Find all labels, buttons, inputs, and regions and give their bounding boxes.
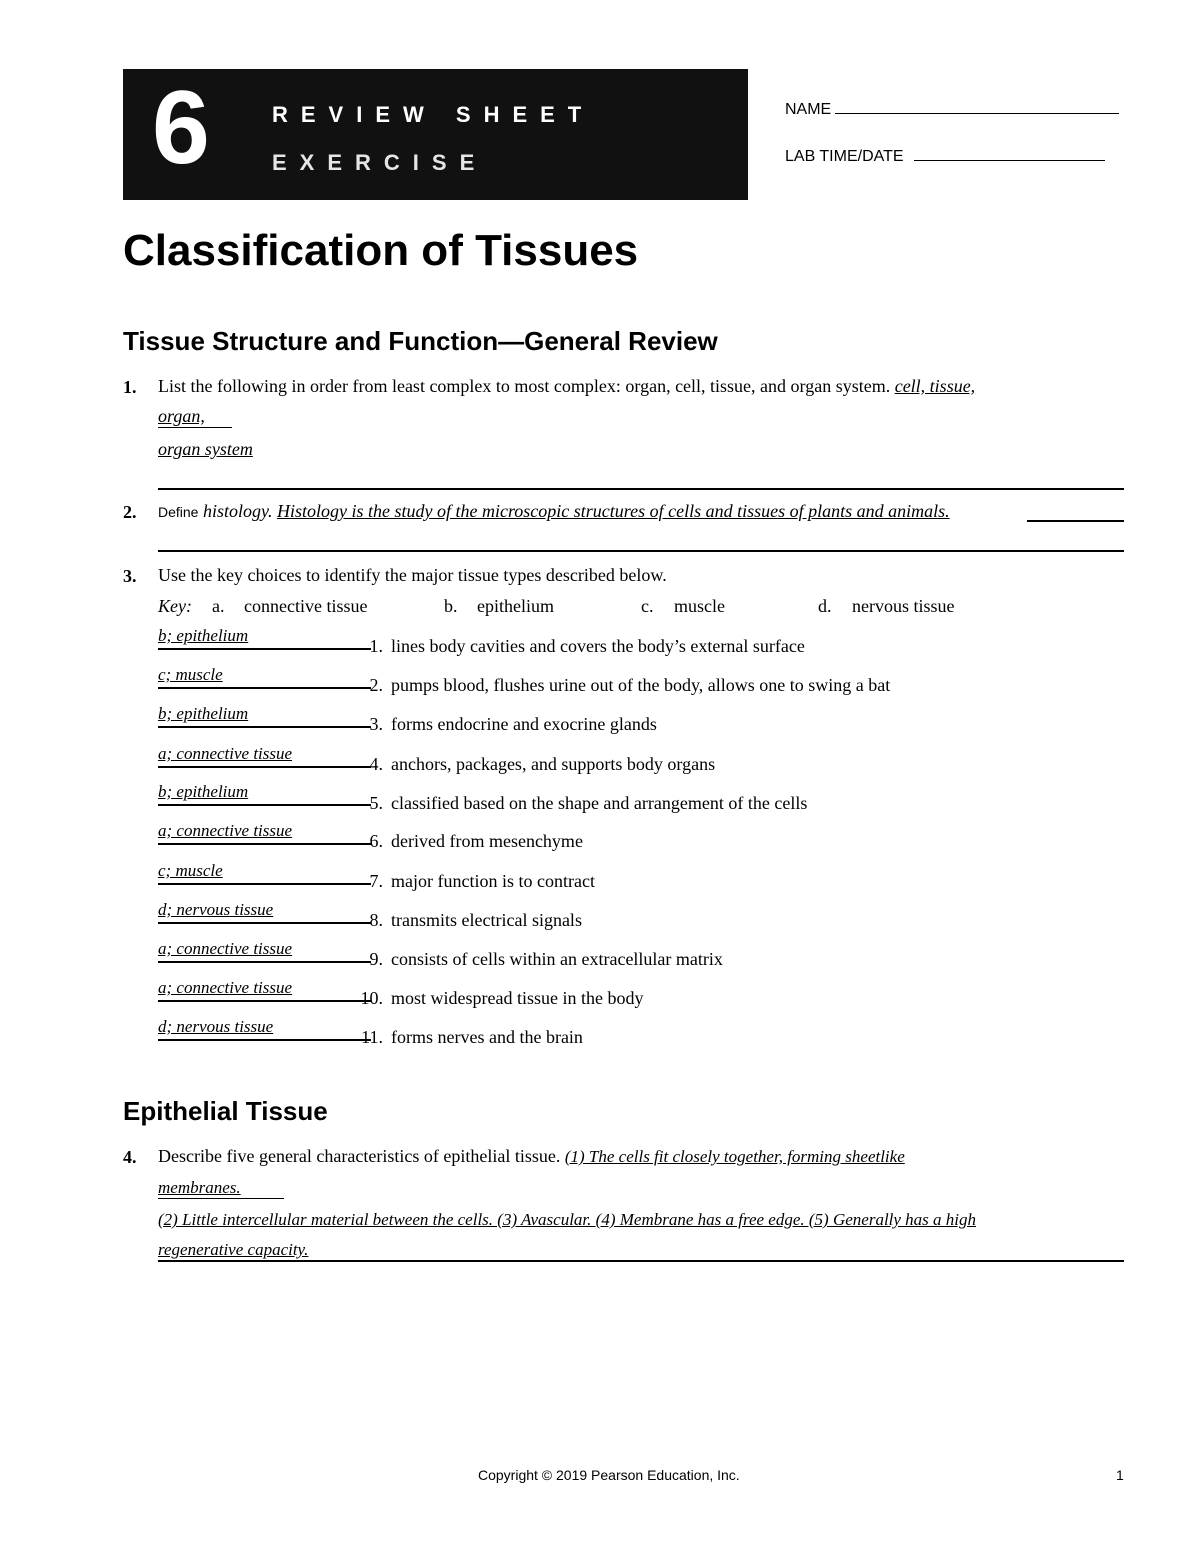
exercise-number: 6	[152, 70, 210, 186]
question-1-prompt: List the following in order from least complex to most complex: organ, cell, tissue, and organ system.	[158, 376, 891, 396]
question-1-answer-line-2[interactable]: organ,	[158, 406, 232, 428]
exercise-label: EXERCISE	[272, 150, 488, 175]
answer-blank[interactable]: a; connective tissue	[158, 939, 371, 963]
question-number: 4.	[123, 1147, 137, 1167]
key-letter-d: d.	[818, 596, 832, 616]
question-1-answer[interactable]: cell, tissue,	[894, 376, 976, 396]
copyright: Copyright © 2019 Pearson Education, Inc.	[478, 1467, 740, 1483]
question-4-answer-line-2[interactable]: membranes.	[158, 1178, 284, 1199]
list-item: 1. lines body cavities and covers the body’s external surface	[369, 636, 805, 656]
list-item: 9. consists of cells within an extracellular matrix	[369, 949, 723, 969]
answer-blank[interactable]: b; epithelium	[158, 626, 371, 650]
question-2-define: Define	[158, 504, 199, 520]
question-2-text	[158, 501, 950, 522]
labtime-label: LAB TIME/DATE	[785, 148, 904, 165]
question-number: 1.	[123, 377, 137, 397]
question-4-answer[interactable]: (1) The cells fit closely together, forming sheetlike	[564, 1147, 905, 1166]
list-item: 5. classified based on the shape and arrangement of the cells	[369, 793, 808, 813]
answer-blank[interactable]: d; nervous tissue	[158, 900, 371, 924]
page-number: 1	[1116, 1467, 1124, 1483]
key-letter-c: c.	[641, 596, 654, 616]
question-2-answer[interactable]: Histology is the study of the microscopic structures of cells and tissues of plants and animals.	[276, 501, 950, 521]
key-letter-a: a.	[212, 596, 225, 616]
question-4-answer-line-4[interactable]: regenerative capacity.	[158, 1240, 1124, 1262]
name-line[interactable]	[835, 99, 1119, 114]
section-heading-epithelial: Epithelial Tissue	[123, 1096, 328, 1126]
list-item: 3. forms endocrine and exocrine glands	[369, 714, 657, 734]
list-item: 11. forms nerves and the brain	[361, 1027, 583, 1047]
key-choice-d: nervous tissue	[852, 596, 955, 616]
list-item: 8. transmits electrical signals	[369, 910, 582, 930]
labtime-field[interactable]	[785, 146, 1105, 166]
header-banner	[123, 69, 748, 200]
list-item: 7. major function is to contract	[369, 871, 595, 891]
answer-blank[interactable]: b; epithelium	[158, 782, 371, 806]
answer-rule	[158, 550, 1124, 552]
question-4-text	[158, 1146, 905, 1167]
labtime-line[interactable]	[914, 146, 1105, 161]
key-letter-b: b.	[444, 596, 458, 616]
question-number: 2.	[123, 502, 137, 522]
answer-blank[interactable]: d; nervous tissue	[158, 1017, 371, 1041]
answer-blank[interactable]: c; muscle	[158, 861, 371, 885]
question-1-answer-line-3[interactable]: organ system	[158, 439, 253, 459]
answer-rule	[1027, 520, 1124, 522]
list-item: 4. anchors, packages, and supports body organs	[369, 754, 716, 774]
key-choice-a: connective tissue	[244, 596, 368, 616]
answer-blank[interactable]: b; epithelium	[158, 704, 371, 728]
answer-blank[interactable]: a; connective tissue	[158, 821, 371, 845]
key-label: Key:	[158, 596, 192, 616]
question-2-term: histology.	[202, 501, 273, 521]
answer-blank[interactable]: a; connective tissue	[158, 978, 371, 1002]
list-item: 10. most widespread tissue in the body	[360, 988, 644, 1008]
review-sheet-label: REVIEW SHEET	[272, 102, 595, 127]
section-heading-general-review: Tissue Structure and Function—General Review	[123, 326, 718, 356]
name-field[interactable]	[785, 99, 1119, 119]
question-4-answer-line-3[interactable]: (2) Little intercellular material between the cells. (3) Avascular. (4) Membrane has a free edge. (5) Generally has a high	[158, 1210, 977, 1229]
question-number: 3.	[123, 566, 137, 586]
answer-blank[interactable]: a; connective tissue	[158, 744, 371, 768]
list-item: 2. pumps blood, flushes urine out of the body, allows one to swing a bat	[369, 675, 891, 695]
key-choice-b: epithelium	[477, 596, 554, 616]
answer-rule	[158, 488, 1124, 490]
answer-blank[interactable]: c; muscle	[158, 665, 371, 689]
question-1-text	[158, 376, 975, 397]
page-title: Classification of Tissues	[123, 226, 639, 275]
question-3-text: Use the key choices to identify the major tissue types described below.	[158, 565, 667, 585]
question-4-prompt: Describe five general characteristics of epithelial tissue.	[158, 1146, 561, 1166]
list-item: 6. derived from mesenchyme	[369, 831, 583, 851]
name-label: NAME	[785, 101, 832, 118]
key-choice-c: muscle	[674, 596, 725, 616]
